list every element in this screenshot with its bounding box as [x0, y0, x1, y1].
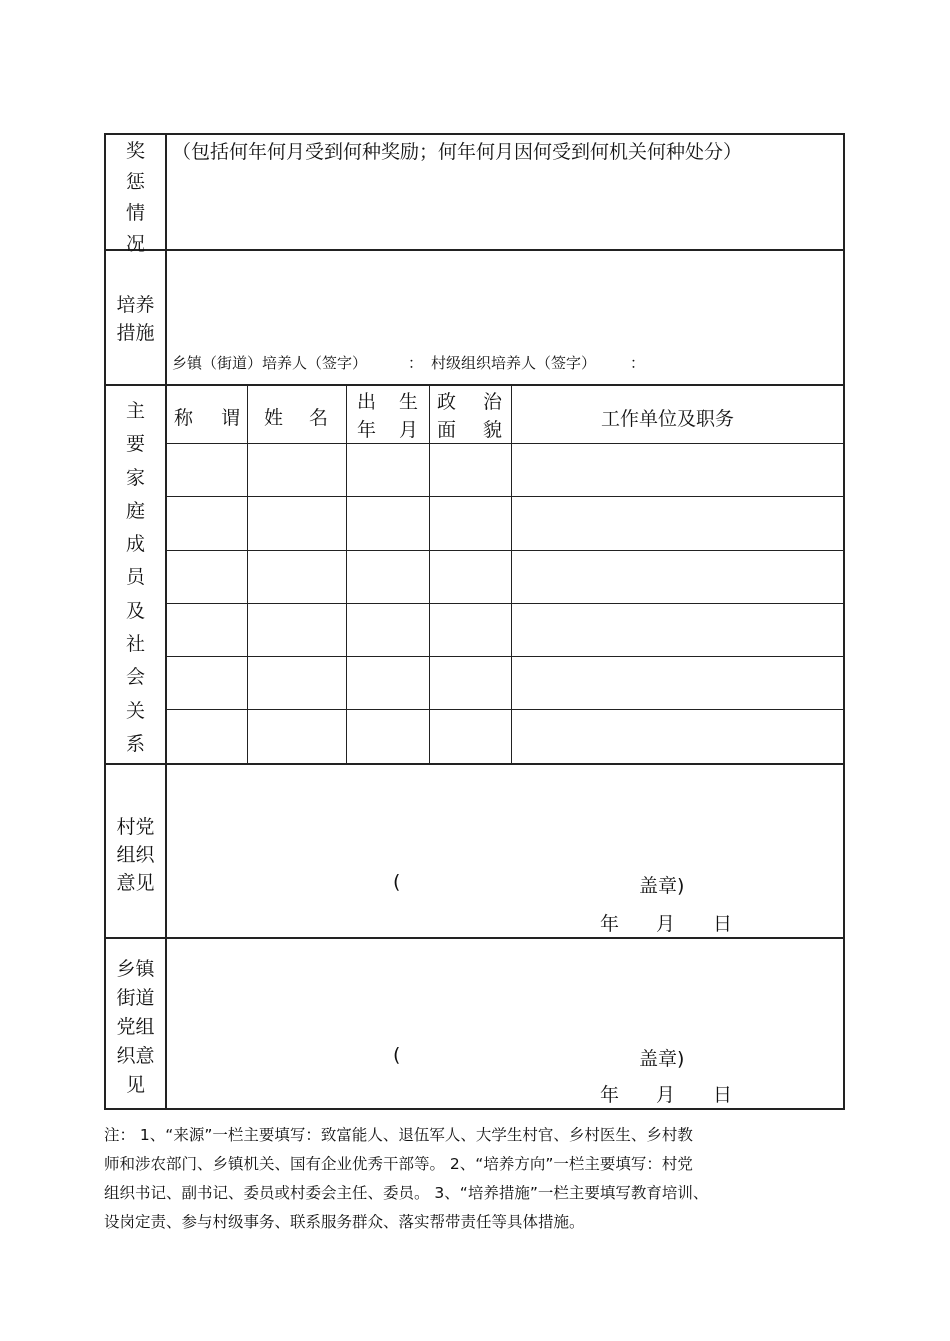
training-label-line: 措施 — [116, 322, 155, 344]
divider-family-village — [104, 763, 845, 765]
header-char: 姓 — [264, 407, 284, 429]
village-opinion-label — [106, 813, 165, 897]
family-label-char: 会 — [125, 666, 145, 689]
column-header-political — [437, 388, 502, 444]
village-label-line: 意见 — [116, 872, 155, 894]
column-header-work: 工作单位及职务 — [601, 408, 735, 430]
reward-label-char: 情 — [125, 202, 145, 224]
header-char: 出 — [357, 391, 377, 413]
town-month: 月 — [656, 1084, 676, 1106]
note-line: 师和涉农部门、乡镇机关、国有企业优秀干部等。 2、“培养方向”一栏主要填写：村党 — [104, 1155, 693, 1173]
header-char: 面 — [437, 419, 457, 441]
reward-label-char: 奖 — [125, 140, 145, 162]
family-label-char: 主 — [125, 400, 145, 422]
note-line: 组织书记、副书记、委员或村委会主任、委员。 3、“培养措施”一栏主要填写教育培训、 — [104, 1184, 709, 1202]
village-paren-open: ( — [393, 871, 401, 893]
training-label-line: 培养 — [116, 294, 155, 316]
town-label-line: 乡镇 — [116, 958, 155, 980]
family-label-char: 员 — [125, 566, 145, 589]
town-day: 日 — [713, 1084, 733, 1106]
reward-hint: （包括何年何月受到何种奖励；何年何月因何受到何机关何种处分） — [172, 141, 743, 163]
town-label-line: 见 — [125, 1074, 145, 1096]
training-label — [106, 291, 165, 347]
note-line: 注： 1、“来源”一栏主要填写：致富能人、退伍军人、大学生村官、乡村医生、乡村教 — [104, 1126, 693, 1144]
table-row — [166, 444, 845, 496]
family-label-char: 社 — [125, 633, 145, 656]
village-seal: 盖章) — [639, 875, 685, 897]
table-row — [166, 710, 845, 763]
town-label-line: 织意 — [116, 1045, 155, 1067]
column-header-birth — [357, 388, 418, 444]
village-day: 日 — [713, 913, 733, 935]
town-label-line: 党组 — [116, 1016, 155, 1038]
town-seal: 盖章) — [639, 1048, 685, 1070]
village-label-line: 组织 — [116, 844, 155, 866]
family-label — [106, 395, 165, 761]
header-char: 称 — [174, 407, 194, 429]
family-label-char: 系 — [125, 732, 145, 755]
training-signature-right: 村级组织培养人（签字） — [431, 354, 597, 372]
header-char: 貌 — [482, 419, 502, 441]
training-signature-left: 乡镇（街道）培养人（签字） — [172, 354, 368, 372]
header-char: 月 — [398, 419, 418, 441]
reward-label-char: 况 — [125, 233, 145, 255]
family-label-char: 家 — [125, 466, 145, 489]
header-char: 名 — [308, 407, 328, 429]
header-char: 年 — [357, 419, 377, 441]
footnotes — [104, 1121, 849, 1237]
family-label-char: 关 — [125, 699, 145, 722]
reward-label — [106, 136, 165, 260]
divider-reward-training — [104, 249, 845, 251]
divider-training-family — [104, 384, 845, 386]
divider-village-town — [104, 937, 845, 939]
family-label-char: 庭 — [125, 499, 145, 522]
table-row — [166, 497, 845, 550]
family-label-char: 成 — [125, 533, 145, 556]
family-label-char: 要 — [125, 433, 145, 456]
header-char: 谓 — [220, 407, 240, 429]
header-char: 生 — [398, 391, 418, 413]
header-char: 政 — [437, 391, 457, 413]
family-label-char: 及 — [125, 599, 145, 622]
column-header-title — [174, 403, 240, 430]
reward-label-char: 惩 — [125, 171, 145, 193]
training-signature-colon: ： — [630, 354, 646, 372]
town-paren-open: ( — [393, 1044, 401, 1066]
table-row — [166, 604, 845, 656]
town-label-line: 街道 — [116, 987, 155, 1009]
table-row — [166, 657, 845, 709]
town-opinion-label — [106, 955, 165, 1100]
village-year: 年 — [600, 913, 620, 935]
table-row — [166, 551, 845, 603]
note-line: 设岗定责、参与村级事务、联系服务群众、落实帮带责任等具体措施。 — [104, 1213, 585, 1231]
training-signature-colon: ： — [408, 354, 424, 372]
column-header-name — [264, 403, 328, 430]
village-month: 月 — [656, 913, 676, 935]
town-year: 年 — [600, 1084, 620, 1106]
village-label-line: 村党 — [116, 816, 155, 838]
header-char: 治 — [482, 391, 502, 413]
